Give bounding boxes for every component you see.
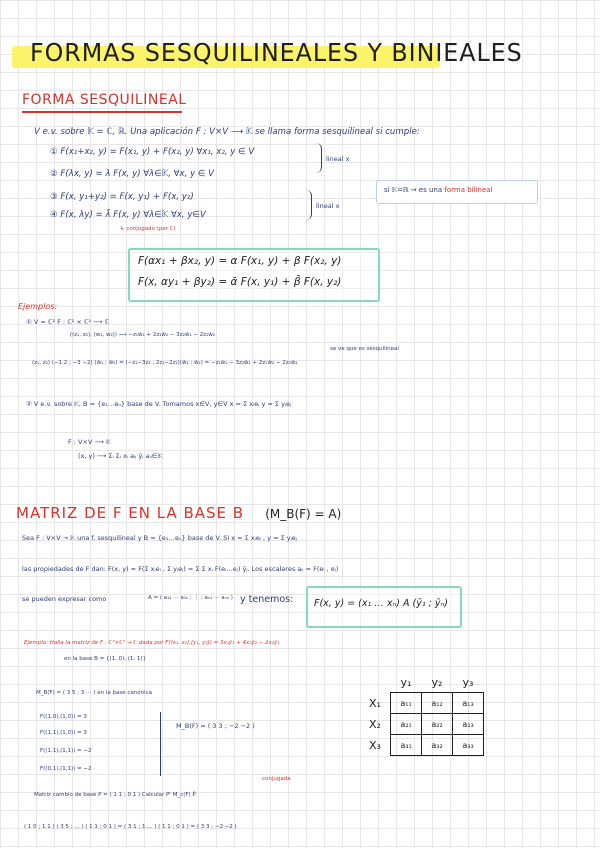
note-highlight: forma bilineal xyxy=(444,186,493,194)
table-cell: a₃₁ xyxy=(391,735,422,756)
table-col-header: y₂ xyxy=(422,672,453,693)
table-corner xyxy=(360,672,391,693)
section-heading-sesquilineal: FORMA SESQUILINEAL xyxy=(22,92,187,108)
example1-side-note: se ve que es sesquilineal xyxy=(330,346,399,352)
brace-lineal-x xyxy=(315,143,322,173)
matriz-heading-text: MATRIZ DE F EN LA BASE B xyxy=(16,504,245,522)
example3-text: Ejemplo: Halla la matriz de F : ℂ²×ℂ² → ℂ dada por F((x₁, x₂),(y₁, y₂)) = 3x₁ȳ₁ + 4x₂ȳ₂ − 2x₂ȳ₁ xyxy=(24,640,280,646)
example3-line1 xyxy=(24,640,279,646)
matriz-heading-notation: (M_B(F) = A) xyxy=(265,507,342,521)
table-cell: a₂₁ xyxy=(391,714,422,735)
matriz-line-2: las propiedades de F dan: F(x, y) = F(Σ xᵢeᵢ , Σ yⱼeⱼ) = Σ Σ xᵢ F(eᵢ…eⱼ) ȳⱼ. Los escalares aᵢⱼ = F(eᵢ , eⱼ) xyxy=(22,565,339,573)
example1-matrix: (z₁, z₂) (−1 2 ; −3 −2) (w̄₁ ; w̄₂) = (−z₁−3z₂ , 2z₁−2z₂)(w̄₁ ; w̄₂) = −z₁w̄₁ − 3z₂w̄₁ + 2z₁w̄₂ − 2z₂w̄₂ xyxy=(32,360,298,366)
calc-4: F((0,1),(1,1)) = −2 xyxy=(40,766,92,772)
bilinear-formula: F(x, y) = (x₁ … xₙ) A (ȳ₁ ; ȳₙ) xyxy=(314,598,448,609)
bilinear-note-text xyxy=(384,186,492,194)
examples-label: Ejemplos: xyxy=(18,302,58,311)
example2-map1: F : V×V ⟶ 𝕂 xyxy=(68,438,111,446)
change-of-basis: Matriz cambio de base P = ( 1 1 ; 0 1 ) Calcular Pᵗ M_c(F) P̄ xyxy=(34,792,196,798)
table-row-label: X₂ xyxy=(360,714,391,735)
table-row-label: X₁ xyxy=(360,693,391,714)
property-3: ③ F(x, y₁+y₂) = F(x, y₁) + F(x, y₂) xyxy=(50,192,194,202)
formula-line-1: F(αx₁ + βx₂, y) = α F(x₁, y) + β F(x₂, y) xyxy=(138,255,342,267)
property-4: ④ F(x, λy) = λ̄ F(x, y) ∀λ∈𝕂 ∀x, y∈V xyxy=(50,210,206,220)
table-cell: a₃₃ xyxy=(453,735,484,756)
calc-2: F((1,1),(1,0)) = 3 xyxy=(40,730,87,736)
table-col-header: y₁ xyxy=(391,672,422,693)
definition-intro: V e.v. sobre 𝕂 = ℂ, ℝ. Una aplicación F : V×V ⟶ 𝕂 se llama forma sesquilineal si cumple: xyxy=(34,127,420,137)
note-prefix: si 𝕂=ℝ → es una xyxy=(384,186,443,194)
table-row xyxy=(360,693,484,714)
formula-line-2: F(x, αy₁ + βy₂) = ᾱ F(x, y₁) + β̄ F(x, y₂) xyxy=(138,276,342,288)
table-cell: a₃₂ xyxy=(422,735,453,756)
example3-result: M_B(F) = ( 3 3 ; −2 −2 ) xyxy=(176,722,255,730)
section-heading-matriz xyxy=(16,503,341,522)
table-row xyxy=(360,735,484,756)
table-header-row xyxy=(360,672,484,693)
table-cell: a₁₃ xyxy=(453,693,484,714)
table-row-label: X₃ xyxy=(360,735,391,756)
heading-underline xyxy=(22,111,182,113)
calc-1: F((1,0),(1,0)) = 3 xyxy=(40,714,87,720)
calc-bracket xyxy=(148,712,161,776)
table-cell: a₁₁ xyxy=(391,693,422,714)
example1-line1: ① V = ℂ² F : ℂ² × ℂ² ⟶ ℂ xyxy=(26,318,110,326)
matriz-line-3: se pueden expresar como xyxy=(22,595,107,603)
brace-lineal-y xyxy=(305,190,312,220)
matriz-line-3b: y tenemos: xyxy=(240,594,294,605)
example2-line: ② V e.v. sobre 𝕂, B = {e₁…eₙ} base de V. Tomamos x∈V, y∈V x = Σ xᵢeᵢ y = Σ yⱼeⱼ xyxy=(26,400,292,408)
coefficient-table xyxy=(360,672,484,756)
conjugate-note: ↳ conjugado (por ℂ) xyxy=(120,226,176,232)
example1-line2: ((z₁, z₂), (w₁, w₂)) ⟶ −z₁w̄₁ + 2z₁w̄₂ − 3z₂w̄₁ − 2z₂w̄₂ xyxy=(70,332,215,338)
table-cell: a₁₂ xyxy=(422,693,453,714)
brace-label-2: lineal x xyxy=(316,202,340,210)
property-2: ② F(λx, y) = λ F(x, y) ∀λ∈𝕂, ∀x, y ∈ V xyxy=(50,169,215,179)
matrix-A: A = ( a₁₁ ⋯ a₁ₙ ; ⋮ ; aₙ₁ ⋯ aₙₙ ) xyxy=(148,595,233,601)
page-title: FORMAS SESQUILINEALES Y BINIEALES xyxy=(30,38,523,67)
example3-mb: M_B(F) = ( 3 5 ; 3 ⋯ ) en la base canónica xyxy=(36,690,152,696)
example3-line2: en la base B = {(1, 0), (1, 1)} xyxy=(64,656,147,662)
calc-3: F((1,1),(1,1)) = −2 xyxy=(40,748,92,754)
example2-map2: (x, y) ⟶ Σᵢ Σⱼ xᵢ aᵢⱼ ȳⱼ aᵢⱼ∈𝕂 xyxy=(78,452,163,460)
property-1: ① F(x₁+x₂, y) = F(x₁, y) + F(x₂, y) ∀x₁, x₂, y ∈ V xyxy=(50,147,255,157)
table-row xyxy=(360,714,484,735)
table-cell: a₂₃ xyxy=(453,714,484,735)
conjugate-label: conjugada xyxy=(262,776,291,782)
table-cell: a₂₂ xyxy=(422,714,453,735)
final-computation: ( 1 0 ; 1 1 ) ( 3 5 ; ... ) ( 1 1 ; 0 1 ) = ( 3 1 ; 1 ... ) ( 1 1 ; 0 1 ) = ( 3 3 ; −2 −2 ) xyxy=(24,824,237,830)
matriz-line-1: Sea F : V×V → 𝕂 una f. sesquilineal y B = {e₁…eₙ} base de V. Si x = Σ xᵢeᵢ , y = Σ yⱼeⱼ xyxy=(22,534,297,542)
table-col-header: y₃ xyxy=(453,672,484,693)
brace-label-1: lineal x xyxy=(326,155,350,163)
